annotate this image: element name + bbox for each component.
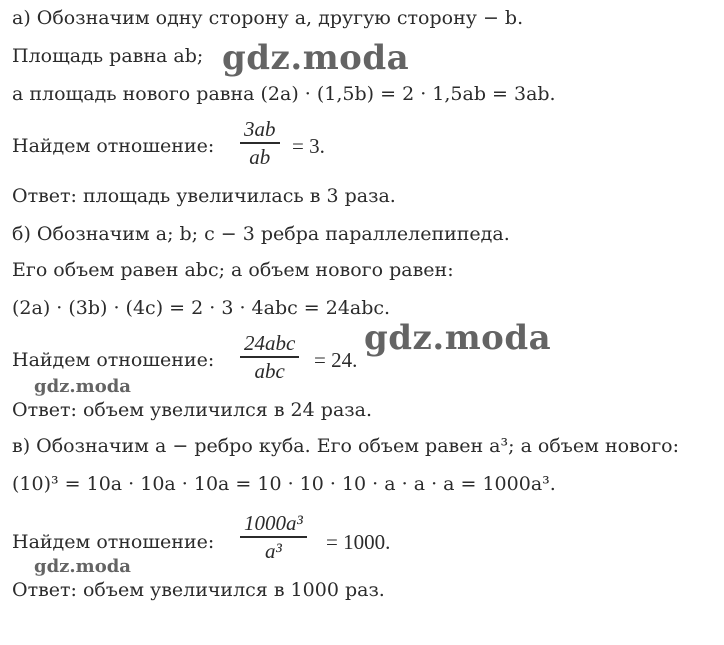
line-volume: Его объем равен abc; а объем нового равен: [12,259,454,281]
line-ratio-label-c: Найдем отношение: [12,531,215,553]
fraction-b-result: = 24. [314,348,358,372]
fraction-c-denominator: a³ [265,538,282,563]
fraction-c-result: = 1000. [326,530,391,554]
line-answer-b: Ответ: объем увеличился в 24 раза. [12,399,372,421]
fraction-a-result: = 3. [292,134,325,158]
line-new-area: а площадь нового равна (2a) · (1,5b) = 2 · 1,5ab = 3ab. [12,83,556,105]
fraction-a-numerator: 3ab [244,117,276,141]
watermark-logo: gdz.moda [222,38,410,78]
line-new-volume: (2a) · (3b) · (4c) = 2 · 3 · 4abc = 24abc. [12,297,391,319]
line-area: Площадь равна ab; [12,45,204,67]
watermark-logo: gdz.moda [34,376,131,397]
watermark-logo: gdz.moda [364,318,552,358]
fraction-a [240,116,280,170]
fraction-b-numerator: 24abc [244,331,296,355]
line-answer-a: Ответ: площадь увеличилась в 3 раза. [12,185,396,207]
line-cube-volume: (10)³ = 10a · 10a · 10a = 10 · 10 · 10 · a · a · a = 1000a³. [12,473,556,495]
line-b-intro: б) Обозначим a; b; c − 3 ребра параллелепипеда. [12,223,510,245]
line-ratio-label-a: Найдем отношение: [12,135,215,157]
line-ratio-label-b: Найдем отношение: [12,349,215,371]
fraction-b-denominator: abc [254,358,285,383]
line-answer-c: Ответ: объем увеличился в 1000 раз. [12,579,385,601]
fraction-a-denominator: ab [249,144,271,169]
line-a-intro: а) Обозначим одну сторону a, другую сторону − b. [12,7,524,29]
line-c-intro: в) Обозначим a − ребро куба. Его объем равен a³; а объем нового: [12,435,679,457]
watermark-logo: gdz.moda [34,556,131,577]
fraction-b [240,330,299,384]
fraction-c-numerator: 1000a³ [244,511,303,535]
fraction-c [240,510,307,564]
